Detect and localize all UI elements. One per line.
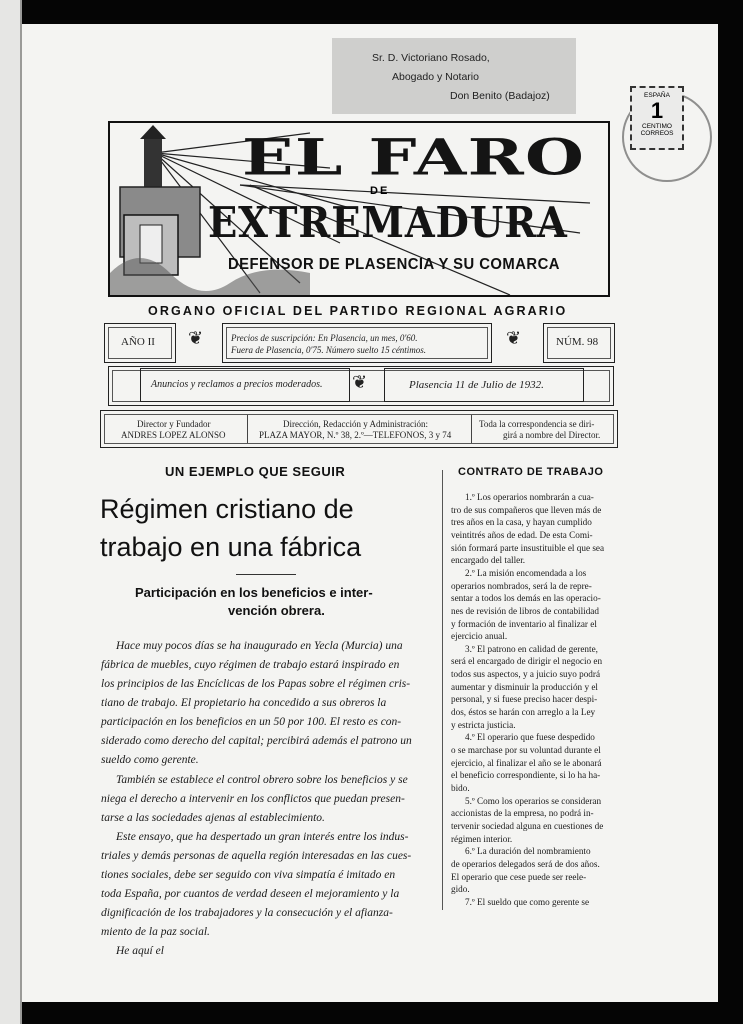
- contract-line: 2.º La misión encomendada a los: [465, 567, 587, 578]
- stamp-unit: CENTIMO: [642, 123, 672, 130]
- body-line: miento de la paz social.: [101, 926, 210, 938]
- contract-line: ejercicio anual.: [451, 631, 508, 642]
- contract-line: y estricta justicia.: [451, 719, 516, 730]
- contract-line: o se marchase por su voluntad durante el: [451, 745, 601, 755]
- contract-line: sentar a todos los demás en las operacio-: [451, 593, 601, 604]
- column-divider: [442, 470, 443, 910]
- ornament-icon: ❦: [506, 328, 522, 348]
- masthead-tagline: ORGANO OFICIAL DEL PARTIDO REGIONAL AGRARIO: [148, 303, 568, 318]
- address-line-1: Sr. D. Victoriano Rosado,: [372, 52, 490, 64]
- body-line: niega el derecho a intervenir en los conflictos que puedan presen-: [101, 793, 405, 805]
- subhead-line-1: Participación en los beneficios e inter-: [135, 585, 373, 600]
- year-box: [104, 323, 176, 363]
- contract-line: tres años en la casa, y hayan cumplido: [451, 517, 592, 528]
- headline-rule: [236, 574, 296, 575]
- contract-line: 4.º El operario que fuese despedido: [465, 732, 595, 743]
- body-line: siderado como derecho del capital; percibirá además el patrono un: [101, 735, 412, 747]
- headline-line-2: trabajo en una fábrica: [100, 532, 362, 562]
- contract-line: gido.: [451, 884, 470, 895]
- body-line: participación en los beneficios en un 50 por 100. El resto es con-: [101, 716, 402, 728]
- body-line: tarse a las sociedades ajenas al establecimiento.: [101, 812, 325, 824]
- title-extremadura: EXTREMADURA: [208, 199, 568, 248]
- body-line: Este ensayo, que ha despertado un gran interés entre los indus-: [116, 831, 409, 843]
- office-label: Dirección, Redacción y Administración:: [283, 419, 428, 429]
- subscription-box: [222, 323, 492, 363]
- prices-line-2: Fuera de Plasencia, 0'75. Número suelto 15 céntimos.: [231, 345, 427, 355]
- contract-line: sión formará parte insustituible el que sea: [451, 542, 605, 553]
- number-box: [543, 323, 615, 363]
- body-line: También se establece el control obrero sobre los beneficios y se: [116, 774, 408, 786]
- contract-line: de operarios delegados será de dos años.: [451, 858, 600, 869]
- title-de: DE: [370, 185, 390, 197]
- body-line: fábrica de muebles, cuyo régimen de trabajo estará inspirado en: [101, 659, 400, 671]
- contract-line: bido.: [451, 782, 470, 793]
- subhead-line-2: vención obrera.: [228, 603, 325, 618]
- contract-line: 7.º El sueldo que como gerente se: [465, 896, 590, 907]
- address-line-3: Don Benito (Badajoz): [450, 90, 550, 102]
- director-name: ANDRES LOPEZ ALONSO: [121, 430, 226, 440]
- contract-line: encargado del taller.: [451, 555, 526, 566]
- body-line: los principios de las Encíclicas de los Papas sobre el régimen cris-: [101, 678, 411, 690]
- address-label: [332, 38, 576, 114]
- contract-line: aumentar y disminuir la producción y el: [451, 681, 598, 692]
- stamp-country: ESPAÑA: [644, 92, 670, 99]
- correspondence-line-1: Toda la correspondencia se diri-: [479, 419, 595, 429]
- contract-line: dos, éstos se harán con arreglo a la Ley: [451, 707, 596, 718]
- staff-box: [100, 410, 618, 448]
- contract-line: tro de sus compañeros que lleven más de: [451, 504, 602, 515]
- ads-box: [140, 368, 350, 402]
- headline-line-1: Régimen cristiano de: [100, 494, 354, 524]
- contract-line: operarios nombrados, será la de repre-: [451, 580, 592, 591]
- article-kicker: UN EJEMPLO QUE SEGUIR: [165, 464, 346, 479]
- ornament-icon: ❦: [188, 328, 204, 348]
- stamp-service: CORREOS: [640, 130, 674, 137]
- contract-line: nes de revisión de libros de contabilidad: [451, 605, 599, 616]
- masthead-subtitle: DEFENSOR DE PLASENCIA Y SU COMARCA: [228, 256, 560, 273]
- prices-line-1: Precios de suscripción: En Plasencia, un mes, 0'60.: [231, 333, 418, 343]
- contract-line: y formación de inventario al finalizar el: [451, 618, 597, 629]
- contract-line: accionistas de la empresa, no podrá in-: [451, 808, 594, 819]
- stamp-value: 1: [650, 98, 664, 123]
- body-line: tiano de trabajo. El propietario ha concedido a sus obreros la: [101, 697, 387, 709]
- contract-line: personal, y si fuese preciso hacer despi-: [451, 694, 598, 705]
- ads-text: Anuncios y reclamos a precios moderados.: [151, 379, 323, 390]
- body-line: triales y demás personas de aquella región interesadas en las cues-: [101, 850, 412, 862]
- office-address: PLAZA MAYOR, N.º 38, 2.º—TELEFONOS, 3 y 74: [259, 430, 452, 440]
- date-box: [384, 368, 584, 402]
- correspondence-line-2: girá a nombre del Director.: [503, 430, 601, 440]
- contract-line: 6.º La duración del nombramiento: [465, 846, 591, 857]
- year-text: AÑO II: [121, 336, 155, 348]
- body-line: sueldo como gerente.: [101, 754, 199, 766]
- postage-stamp: [630, 86, 684, 150]
- contract-line: veintitrés años de edad. De esta Comi-: [451, 529, 593, 540]
- body-line: dignificación de los trabajadores y la consecución y el afianza-: [101, 907, 393, 919]
- contract-line: ejercicio, al finalizar el año se le abonará: [451, 757, 602, 768]
- director-label: Director y Fundador: [137, 419, 211, 429]
- body-line: Hace muy pocos días se ha inaugurado en Yecla (Murcia) una: [116, 640, 403, 652]
- issue-number: NÚM. 98: [556, 336, 599, 348]
- contract-line: El operario que cese puede ser reele-: [451, 871, 587, 882]
- contract-line: tervenir sociedad alguna en cuestiones de: [451, 820, 604, 831]
- contract-line: régimen interior.: [451, 833, 513, 844]
- title-el-faro: EL FARO: [242, 129, 586, 187]
- previous-page-edge: [0, 0, 22, 1024]
- contract-line: 5.º Como los operarios se consideran: [465, 795, 602, 806]
- issue-date: Plasencia 11 de Julio de 1932.: [409, 379, 544, 391]
- contract-line: 3.º El patrono en calidad de gerente,: [465, 643, 598, 654]
- contract-line: todos sus aspectos, y a juicio suyo podrá: [451, 669, 601, 680]
- address-line-2: Abogado y Notario: [392, 71, 479, 83]
- contract-line: 1.º Los operarios nombrarán a cua-: [465, 492, 594, 502]
- ornament-icon: ❦: [352, 372, 368, 392]
- body-line: tiones sociales, debe ser seguido con viva simpatía é imitado en: [101, 869, 396, 881]
- contract-line: será el encargado de dirigir el negocio en: [451, 656, 603, 667]
- contract-line: el beneficio correspondiente, si lo ha ha-: [451, 770, 601, 781]
- body-line: toda España, por cuantos de verdad deseen el mejoramiento y la: [101, 888, 400, 900]
- contract-title: CONTRATO DE TRABAJO: [458, 466, 604, 478]
- body-line: He aquí el: [116, 945, 164, 957]
